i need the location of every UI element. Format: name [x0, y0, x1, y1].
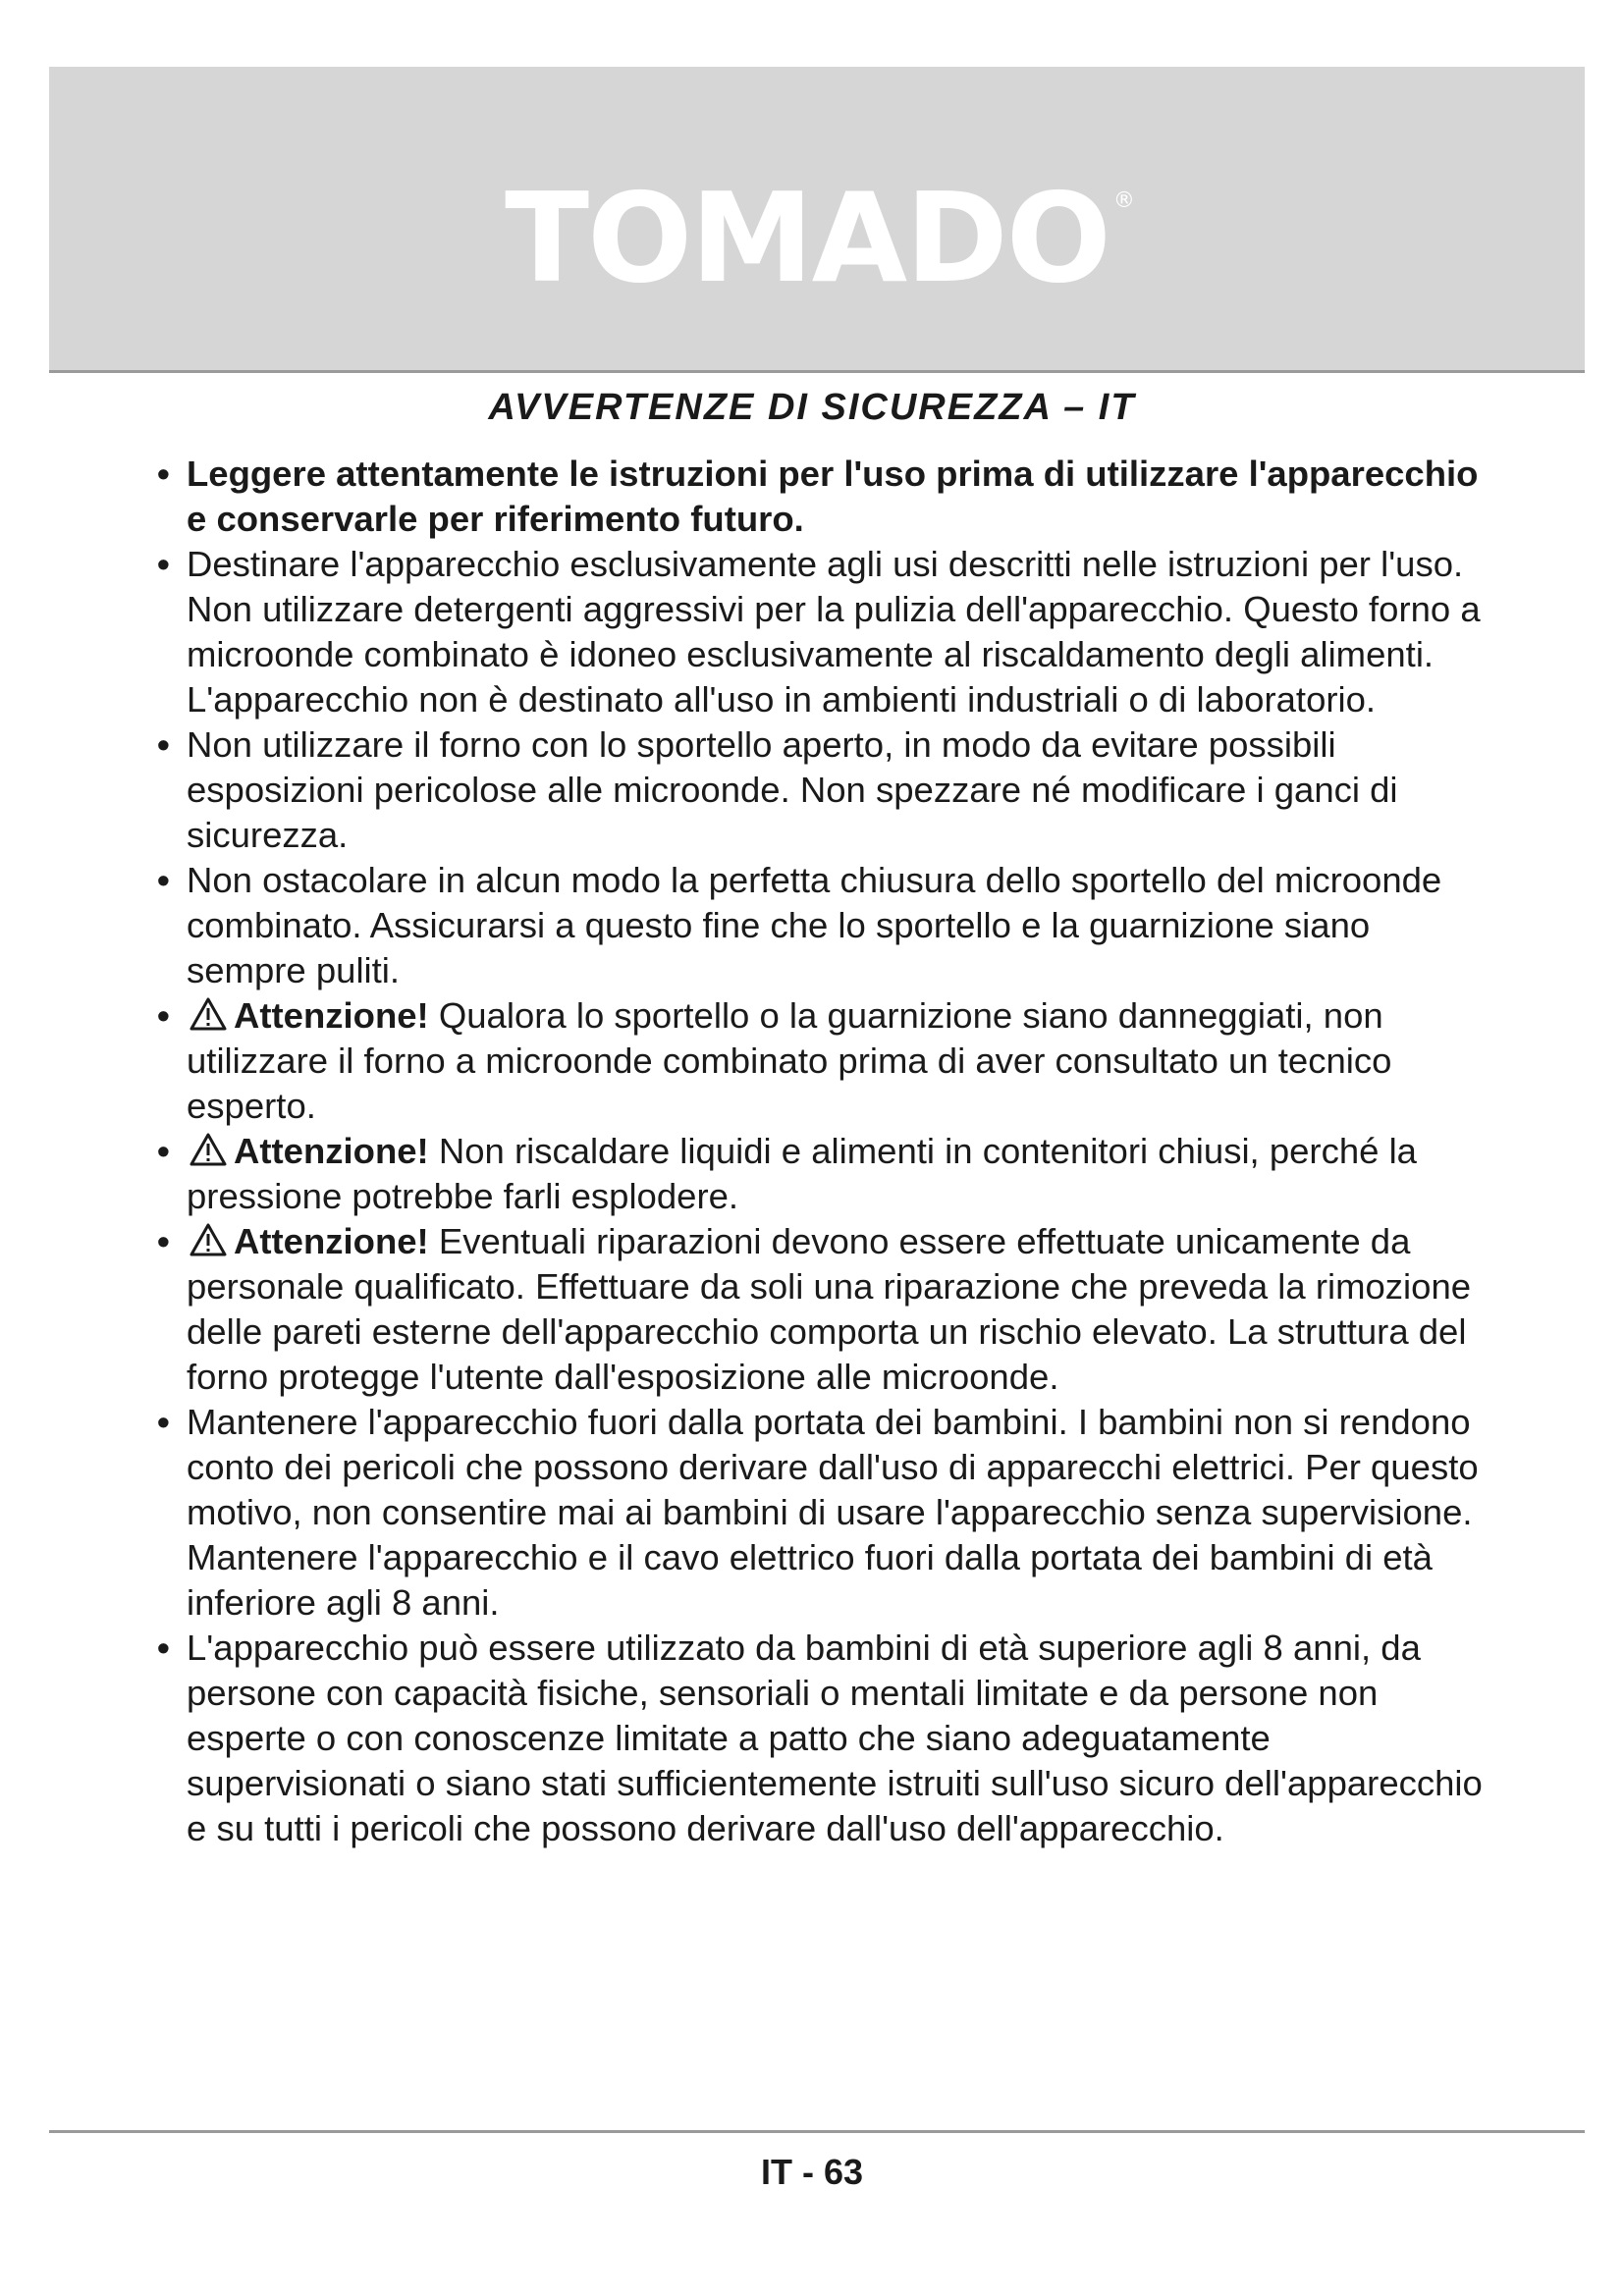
- list-item: [157, 1219, 1492, 1400]
- footer-divider: [49, 2130, 1585, 2133]
- item-text: Mantenere l'apparecchio fuori dalla portata dei bambini. I bambini non si rendono conto dei pericoli che possono derivare dall'uso di apparecchi elettrici. Per questo motivo, non consentire mai ai bambini di usare l'apparecchio senza supervisione. Mantenere l'apparecchio e il cavo elettrico fuori dalla portata dei bambini di età inferiore agli 8 anni.: [187, 1402, 1479, 1623]
- list-item: [157, 858, 1492, 993]
- bullet: •: [157, 1628, 170, 1668]
- list-item: [157, 993, 1492, 1129]
- list-item: [157, 542, 1492, 722]
- warning-triangle-icon: [189, 1132, 228, 1167]
- item-bold-text: Attenzione!: [234, 995, 429, 1036]
- item-text: Qualora lo sportello o la guarnizione siano danneggiati, non utilizzare il forno a microonde combinato prima di aver consultato un tecnico esperto.: [187, 995, 1392, 1126]
- item-text: Destinare l'apparecchio esclusivamente agli usi descritti nelle istruzioni per l'uso. Non utilizzare detergenti aggressivi per la pulizia dell'apparecchio. Questo forno a microonde combinato è idoneo esclusivamente al riscaldamento degli alimenti. L'apparecchio non è destinato all'uso in ambienti industriali o di laboratorio.: [187, 544, 1481, 720]
- item-bold-text: Attenzione!: [234, 1131, 429, 1171]
- list-item: [157, 1129, 1492, 1219]
- bullet: •: [157, 1402, 170, 1442]
- list-item: [157, 452, 1492, 542]
- bullet: •: [157, 724, 170, 765]
- list-item: [157, 1626, 1492, 1851]
- brand-logo: [49, 166, 1585, 310]
- page-number: IT - 63: [760, 2152, 864, 2192]
- bullet: •: [157, 454, 170, 494]
- header-band: [49, 67, 1585, 373]
- warning-triangle-icon: [189, 996, 228, 1032]
- safety-warning-list: [157, 452, 1492, 1851]
- item-bold-text: Attenzione!: [234, 1221, 429, 1261]
- section-title: AVVERTENZE DI SICUREZZA – IT: [488, 387, 1136, 428]
- bullet: •: [157, 995, 170, 1036]
- item-bold-text: Leggere attentamente le istruzioni per l'uso prima di utilizzare l'apparecchio e conservarle per riferimento futuro.: [187, 454, 1479, 539]
- item-text: L'apparecchio può essere utilizzato da bambini di età superiore agli 8 anni, da persone con capacità fisiche, sensoriali o mentali limitate e da persone non esperte o con conoscenze limitate a patto che siano adeguatamente supervisionati o siano stati sufficientemente istruiti sull'uso sicuro dell'apparecchio e su tutti i pericoli che possono derivare dall'uso dell'apparecchio.: [187, 1628, 1483, 1848]
- bullet: •: [157, 860, 170, 900]
- bullet: •: [157, 1131, 170, 1171]
- registered-mark: ®: [1112, 188, 1133, 213]
- list-item: [157, 722, 1492, 858]
- bullet: •: [157, 544, 170, 584]
- list-item: [157, 1400, 1492, 1626]
- item-text: Non ostacolare in alcun modo la perfetta chiusura dello sportello del microonde combinato. Assicurarsi a questo fine che lo sportello e la guarnizione siano sempre puliti.: [187, 860, 1442, 990]
- item-text: Eventuali riparazioni devono essere effettuate unicamente da personale qualificato. Effettuare da soli una riparazione che preveda la rimozione delle pareti esterne dell'apparecchio comporta un rischio elevato. La struttura del forno protegge l'utente dall'esposizione alle microonde.: [187, 1221, 1472, 1397]
- item-text: Non riscaldare liquidi e alimenti in contenitori chiusi, perché la pressione potrebbe farli esplodere.: [187, 1131, 1417, 1216]
- brand-name: TOMADO: [505, 166, 1110, 310]
- bullet: •: [157, 1221, 170, 1261]
- warning-triangle-icon: [189, 1222, 228, 1257]
- item-text: Non utilizzare il forno con lo sportello aperto, in modo da evitare possibili esposizioni pericolose alle microonde. Non spezzare né modificare i ganci di sicurezza.: [187, 724, 1398, 855]
